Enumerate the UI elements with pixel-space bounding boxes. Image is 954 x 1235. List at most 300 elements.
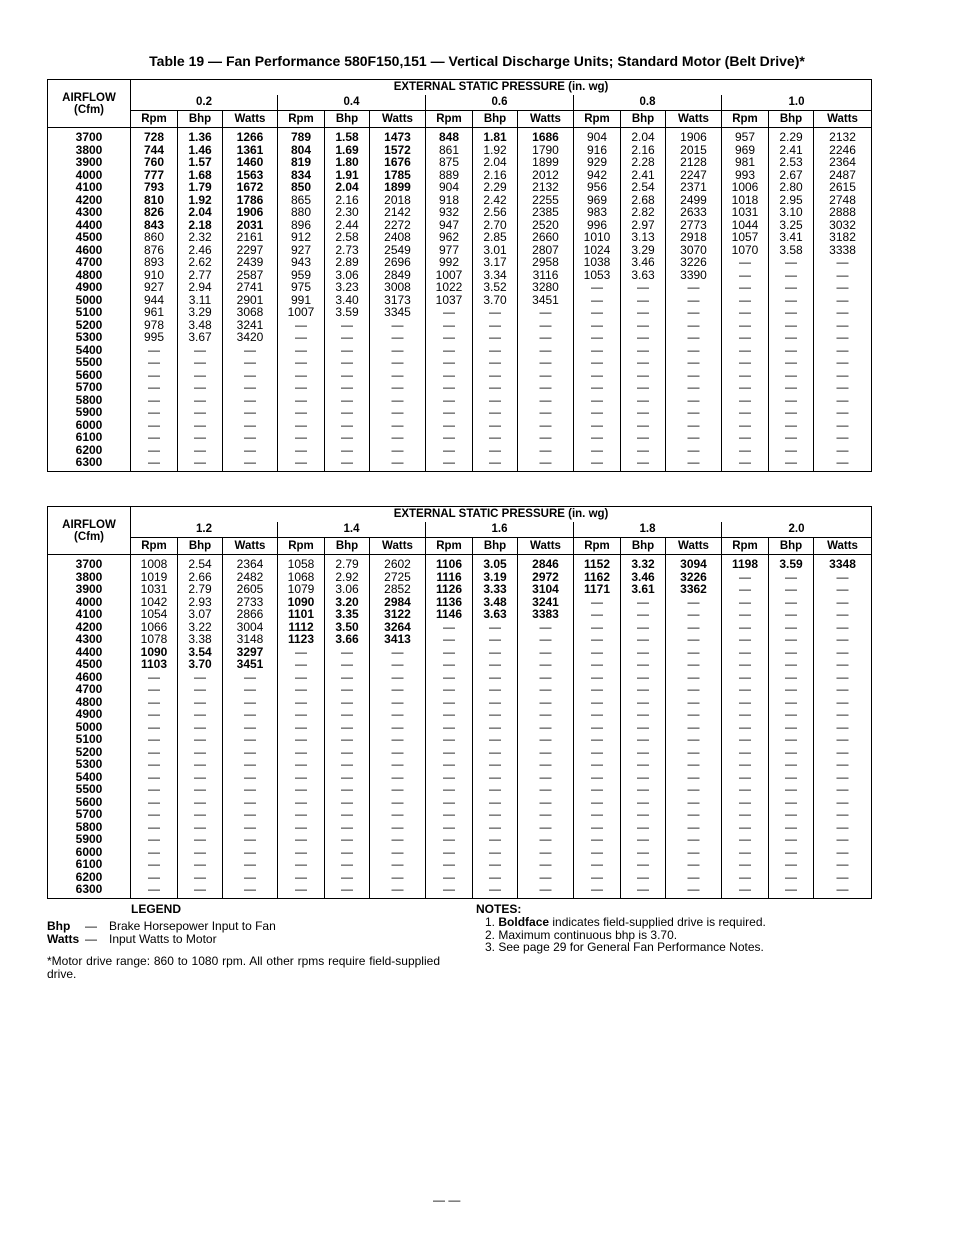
header-row-pressure bbox=[48, 95, 872, 111]
data-cell: 1198 bbox=[722, 555, 769, 571]
data-cell: 1010 bbox=[574, 231, 621, 244]
data-cell: 3.06 bbox=[325, 583, 370, 596]
data-cell: — bbox=[518, 808, 574, 821]
legend-desc: Brake Horsepower Input to Fan bbox=[109, 919, 276, 933]
data-cell: 2.66 bbox=[178, 571, 223, 584]
data-cell: — bbox=[178, 821, 223, 834]
data-cell: 3004 bbox=[223, 621, 278, 634]
header-row-pressure bbox=[48, 522, 872, 538]
data-cell: 1037 bbox=[426, 294, 473, 307]
data-cell: — bbox=[666, 733, 722, 746]
data-cell: — bbox=[370, 746, 426, 759]
column-header-watts: Watts bbox=[223, 111, 278, 128]
data-cell: — bbox=[666, 381, 722, 394]
data-cell: — bbox=[769, 646, 814, 659]
data-cell: 1031 bbox=[722, 206, 769, 219]
data-cell: — bbox=[621, 294, 666, 307]
data-cell: 1038 bbox=[574, 256, 621, 269]
note-text: See page 29 for General Fan Performance Notes. bbox=[498, 940, 764, 954]
data-cell: 1.91 bbox=[325, 169, 370, 182]
data-cell: — bbox=[426, 621, 473, 634]
data-cell: — bbox=[325, 708, 370, 721]
data-cell: — bbox=[223, 381, 278, 394]
data-cell: 2.73 bbox=[325, 244, 370, 257]
airflow-cell: 4500 bbox=[48, 658, 131, 671]
data-cell: — bbox=[325, 356, 370, 369]
data-cell: 1906 bbox=[666, 128, 722, 144]
data-cell: 2272 bbox=[370, 219, 426, 232]
data-cell: 3362 bbox=[666, 583, 722, 596]
data-cell: 3.67 bbox=[178, 331, 223, 344]
data-cell: — bbox=[621, 281, 666, 294]
column-header-rpm: Rpm bbox=[278, 538, 325, 555]
data-cell: — bbox=[178, 833, 223, 846]
data-cell: 2142 bbox=[370, 206, 426, 219]
data-cell: — bbox=[518, 456, 574, 471]
data-cell: — bbox=[722, 281, 769, 294]
data-cell: 957 bbox=[722, 128, 769, 144]
airflow-cell: 4800 bbox=[48, 269, 131, 282]
data-cell: — bbox=[836, 356, 849, 369]
data-cell: 865 bbox=[278, 194, 325, 207]
data-cell: — bbox=[131, 683, 178, 696]
table-row bbox=[48, 871, 872, 884]
column-header-rpm: Rpm bbox=[574, 538, 621, 555]
data-cell: 3280 bbox=[518, 281, 574, 294]
data-cell: — bbox=[666, 721, 722, 734]
data-cell: — bbox=[769, 256, 814, 269]
data-cell: — bbox=[722, 821, 769, 834]
data-cell: — bbox=[426, 883, 473, 898]
data-cell: — bbox=[278, 431, 325, 444]
data-cell: 875 bbox=[426, 156, 473, 169]
data-cell: 3.41 bbox=[769, 231, 814, 244]
data-cell: — bbox=[473, 419, 518, 432]
data-cell: 3.20 bbox=[325, 596, 370, 609]
data-cell: — bbox=[574, 858, 621, 871]
data-cell: 2888 bbox=[829, 206, 856, 219]
data-cell: — bbox=[278, 796, 325, 809]
data-cell: — bbox=[278, 331, 325, 344]
data-cell: — bbox=[722, 683, 769, 696]
data-cell: — bbox=[769, 846, 814, 859]
data-cell: 1361 bbox=[223, 144, 278, 157]
data-cell: — bbox=[426, 821, 473, 834]
data-cell: 2.30 bbox=[325, 206, 370, 219]
pressure-2-0: 2.0 bbox=[722, 522, 872, 538]
column-header-rpm: Rpm bbox=[722, 111, 769, 128]
data-cell: — bbox=[722, 456, 769, 471]
data-cell: 1101 bbox=[278, 608, 325, 621]
data-cell: 3.32 bbox=[621, 555, 666, 571]
header-row-columns bbox=[48, 538, 872, 555]
table-row bbox=[48, 406, 872, 419]
data-cell: — bbox=[131, 771, 178, 784]
data-cell: 3.46 bbox=[621, 256, 666, 269]
data-cell: — bbox=[666, 783, 722, 796]
data-cell: — bbox=[223, 406, 278, 419]
column-header-bhp: Bhp bbox=[325, 111, 370, 128]
airflow-cell: 4400 bbox=[48, 646, 131, 659]
data-cell: — bbox=[426, 733, 473, 746]
header-row-esp bbox=[48, 507, 872, 523]
column-header-rpm: Rpm bbox=[131, 538, 178, 555]
data-cell: 1078 bbox=[131, 633, 178, 646]
data-cell: — bbox=[473, 646, 518, 659]
data-cell: — bbox=[473, 306, 518, 319]
data-cell: 3.22 bbox=[178, 621, 223, 634]
data-cell: — bbox=[836, 758, 849, 771]
table-row bbox=[48, 555, 872, 571]
data-cell: 3.59 bbox=[769, 555, 814, 571]
data-cell: 1460 bbox=[223, 156, 278, 169]
data-cell: 3.48 bbox=[473, 596, 518, 609]
data-cell: — bbox=[574, 419, 621, 432]
data-cell: — bbox=[621, 783, 666, 796]
data-cell: 975 bbox=[278, 281, 325, 294]
column-header-bhp: Bhp bbox=[621, 538, 666, 555]
data-cell: 962 bbox=[426, 231, 473, 244]
data-cell: — bbox=[574, 344, 621, 357]
data-cell: 3.17 bbox=[473, 256, 518, 269]
data-cell: 1790 bbox=[518, 144, 574, 157]
data-cell: — bbox=[473, 683, 518, 696]
data-cell: — bbox=[325, 821, 370, 834]
data-cell: 850 bbox=[278, 181, 325, 194]
data-cell: — bbox=[370, 846, 426, 859]
data-cell: 3.34 bbox=[473, 269, 518, 282]
data-cell: — bbox=[426, 683, 473, 696]
data-cell: — bbox=[518, 331, 574, 344]
data-cell: 1018 bbox=[722, 194, 769, 207]
data-cell: — bbox=[621, 833, 666, 846]
data-cell: 804 bbox=[278, 144, 325, 157]
data-cell: — bbox=[769, 444, 814, 457]
data-cell: 1152 bbox=[574, 555, 621, 571]
airflow-cell: 3900 bbox=[48, 583, 131, 596]
data-cell: 1899 bbox=[370, 181, 426, 194]
data-cell: — bbox=[574, 456, 621, 471]
data-cell: — bbox=[178, 406, 223, 419]
data-cell: — bbox=[769, 381, 814, 394]
data-cell: 793 bbox=[131, 181, 178, 194]
data-cell: — bbox=[518, 633, 574, 646]
note-bold-text: Boldface bbox=[498, 915, 550, 929]
data-cell: 1090 bbox=[278, 596, 325, 609]
airflow-cell: 4600 bbox=[48, 671, 131, 684]
data-cell: 1019 bbox=[131, 571, 178, 584]
data-cell: 777 bbox=[131, 169, 178, 182]
data-cell: 991 bbox=[278, 294, 325, 307]
data-cell: — bbox=[518, 796, 574, 809]
data-cell: — bbox=[473, 319, 518, 332]
data-cell: — bbox=[278, 708, 325, 721]
data-cell: — bbox=[621, 658, 666, 671]
data-cell: — bbox=[666, 431, 722, 444]
data-cell: 1066 bbox=[131, 621, 178, 634]
data-cell: — bbox=[370, 771, 426, 784]
data-cell: 3390 bbox=[666, 269, 722, 282]
data-cell: 1068 bbox=[278, 571, 325, 584]
data-cell: 1057 bbox=[722, 231, 769, 244]
data-cell: — bbox=[370, 394, 426, 407]
data-cell: — bbox=[426, 369, 473, 382]
data-cell: — bbox=[769, 306, 814, 319]
data-cell: — bbox=[518, 381, 574, 394]
data-cell: — bbox=[223, 696, 278, 709]
data-cell: 3.33 bbox=[473, 583, 518, 596]
data-cell: — bbox=[325, 369, 370, 382]
data-cell: — bbox=[223, 721, 278, 734]
data-cell: — bbox=[223, 871, 278, 884]
pressure-0-4: 0.4 bbox=[278, 95, 426, 111]
data-cell: 1686 bbox=[518, 128, 574, 144]
data-cell: 2.62 bbox=[178, 256, 223, 269]
data-cell: — bbox=[666, 596, 722, 609]
data-cell: — bbox=[426, 783, 473, 796]
data-cell: — bbox=[178, 431, 223, 444]
airflow-cell: 5900 bbox=[48, 833, 131, 846]
airflow-cell: 5600 bbox=[48, 796, 131, 809]
data-cell: — bbox=[325, 431, 370, 444]
data-cell: — bbox=[518, 419, 574, 432]
data-cell: 3094 bbox=[666, 555, 722, 571]
data-cell: 2.58 bbox=[325, 231, 370, 244]
data-cell: 843 bbox=[131, 219, 178, 232]
data-cell: — bbox=[426, 796, 473, 809]
data-cell: — bbox=[836, 268, 849, 281]
data-cell: — bbox=[621, 746, 666, 759]
data-cell: — bbox=[836, 293, 849, 306]
data-cell: — bbox=[473, 833, 518, 846]
data-cell: — bbox=[722, 294, 769, 307]
data-cell: 2984 bbox=[370, 596, 426, 609]
data-cell: 880 bbox=[278, 206, 325, 219]
table-row bbox=[48, 169, 872, 182]
data-cell: — bbox=[722, 783, 769, 796]
data-cell: — bbox=[426, 708, 473, 721]
legend-dash: — bbox=[85, 932, 97, 946]
data-cell: 1031 bbox=[131, 583, 178, 596]
data-cell: — bbox=[325, 846, 370, 859]
airflow-cell: 5800 bbox=[48, 821, 131, 834]
data-cell: — bbox=[574, 646, 621, 659]
note-number: 2. bbox=[485, 927, 496, 942]
data-cell: — bbox=[325, 456, 370, 471]
data-cell: 834 bbox=[278, 169, 325, 182]
data-cell: — bbox=[278, 344, 325, 357]
data-cell: 2.93 bbox=[178, 596, 223, 609]
data-cell: — bbox=[325, 344, 370, 357]
data-cell: — bbox=[178, 683, 223, 696]
airflow-cell: 6200 bbox=[48, 444, 131, 457]
airflow-cell: 3800 bbox=[48, 144, 131, 157]
data-cell: — bbox=[621, 608, 666, 621]
data-cell: 912 bbox=[278, 231, 325, 244]
data-cell: 2.79 bbox=[178, 583, 223, 596]
column-header-watts: Watts bbox=[666, 538, 722, 555]
data-cell: 977 bbox=[426, 244, 473, 257]
data-cell: 2660 bbox=[518, 231, 574, 244]
table-row bbox=[48, 219, 872, 232]
data-cell: — bbox=[769, 281, 814, 294]
data-cell: — bbox=[666, 608, 722, 621]
data-cell: 1.68 bbox=[178, 169, 223, 182]
data-cell: — bbox=[278, 858, 325, 871]
data-cell: — bbox=[621, 671, 666, 684]
data-cell: — bbox=[426, 746, 473, 759]
table-row bbox=[48, 194, 872, 207]
data-cell: 3.66 bbox=[325, 633, 370, 646]
airflow-cell: 4900 bbox=[48, 281, 131, 294]
data-cell: 2.67 bbox=[769, 169, 814, 182]
airflow-cell: 5900 bbox=[48, 406, 131, 419]
data-cell: — bbox=[325, 381, 370, 394]
column-header-watts: Watts bbox=[518, 111, 574, 128]
data-cell: — bbox=[574, 696, 621, 709]
data-cell: — bbox=[621, 846, 666, 859]
data-cell: 3413 bbox=[370, 633, 426, 646]
data-cell: — bbox=[278, 846, 325, 859]
data-cell: 1786 bbox=[223, 194, 278, 207]
data-cell: 2015 bbox=[666, 144, 722, 157]
data-cell: — bbox=[518, 733, 574, 746]
data-cell: — bbox=[666, 419, 722, 432]
data-cell: — bbox=[426, 846, 473, 859]
data-cell: — bbox=[769, 808, 814, 821]
data-cell: — bbox=[621, 733, 666, 746]
data-cell: 3070 bbox=[666, 244, 722, 257]
data-cell: — bbox=[666, 294, 722, 307]
data-cell: — bbox=[836, 733, 849, 746]
data-cell: — bbox=[426, 633, 473, 646]
data-cell: — bbox=[325, 658, 370, 671]
data-cell: — bbox=[836, 833, 849, 846]
data-cell: — bbox=[473, 381, 518, 394]
data-cell: 3.59 bbox=[325, 306, 370, 319]
data-cell: — bbox=[621, 306, 666, 319]
pressure-1-4: 1.4 bbox=[278, 522, 426, 538]
data-cell: 2901 bbox=[223, 294, 278, 307]
data-cell: — bbox=[370, 721, 426, 734]
data-cell: — bbox=[178, 394, 223, 407]
data-cell: 1006 bbox=[722, 181, 769, 194]
data-cell: 3297 bbox=[223, 646, 278, 659]
table-row bbox=[48, 833, 872, 846]
data-cell: 2.29 bbox=[769, 128, 814, 144]
data-cell: 1044 bbox=[722, 219, 769, 232]
data-cell: — bbox=[574, 658, 621, 671]
data-cell: 3068 bbox=[223, 306, 278, 319]
column-header-watts: Watts bbox=[370, 538, 426, 555]
data-cell: 2132 bbox=[518, 181, 574, 194]
data-cell: 2371 bbox=[666, 181, 722, 194]
data-cell: — bbox=[722, 431, 769, 444]
data-cell: 2.16 bbox=[621, 144, 666, 157]
data-cell: — bbox=[131, 758, 178, 771]
data-cell: — bbox=[426, 671, 473, 684]
data-cell: — bbox=[278, 746, 325, 759]
data-cell: — bbox=[370, 758, 426, 771]
data-cell: 2733 bbox=[223, 596, 278, 609]
data-cell: 1007 bbox=[278, 306, 325, 319]
data-cell: — bbox=[621, 858, 666, 871]
data-cell: — bbox=[426, 319, 473, 332]
data-cell: — bbox=[769, 671, 814, 684]
pressure-0-8: 0.8 bbox=[574, 95, 722, 111]
data-cell: 2.89 bbox=[325, 256, 370, 269]
data-cell: — bbox=[722, 883, 769, 898]
table-row bbox=[48, 419, 872, 432]
data-cell: — bbox=[178, 671, 223, 684]
data-cell: — bbox=[621, 708, 666, 721]
data-cell: — bbox=[769, 571, 814, 584]
airflow-header bbox=[48, 80, 131, 128]
data-cell: — bbox=[473, 331, 518, 344]
data-cell: — bbox=[131, 696, 178, 709]
data-cell: — bbox=[518, 621, 574, 634]
airflow-cell: 3700 bbox=[48, 128, 131, 144]
data-cell: 2031 bbox=[223, 219, 278, 232]
data-cell: — bbox=[325, 721, 370, 734]
pressure-1-6: 1.6 bbox=[426, 522, 574, 538]
column-header-watts: Watts bbox=[223, 538, 278, 555]
data-cell: — bbox=[666, 306, 722, 319]
data-cell: 2.68 bbox=[621, 194, 666, 207]
data-cell: — bbox=[621, 721, 666, 734]
data-cell: — bbox=[370, 796, 426, 809]
data-cell: — bbox=[621, 456, 666, 471]
column-header-bhp: Bhp bbox=[769, 111, 814, 128]
data-cell: 3116 bbox=[518, 269, 574, 282]
data-cell: — bbox=[426, 696, 473, 709]
notes bbox=[476, 902, 876, 954]
data-cell: — bbox=[621, 444, 666, 457]
table-row bbox=[48, 206, 872, 219]
data-cell: — bbox=[574, 796, 621, 809]
data-cell: — bbox=[473, 621, 518, 634]
data-cell: 3451 bbox=[223, 658, 278, 671]
data-cell: — bbox=[223, 808, 278, 821]
table-row bbox=[48, 846, 872, 859]
data-cell: — bbox=[223, 431, 278, 444]
data-cell: 2849 bbox=[370, 269, 426, 282]
airflow-cell: 5500 bbox=[48, 783, 131, 796]
data-cell: — bbox=[278, 871, 325, 884]
airflow-cell: 4900 bbox=[48, 708, 131, 721]
data-cell: — bbox=[278, 356, 325, 369]
data-cell: — bbox=[370, 833, 426, 846]
table-row bbox=[48, 344, 872, 357]
data-cell: 1.58 bbox=[325, 128, 370, 144]
pressure-0-6: 0.6 bbox=[426, 95, 574, 111]
data-cell: — bbox=[178, 708, 223, 721]
data-cell: — bbox=[426, 646, 473, 659]
data-cell: — bbox=[131, 456, 178, 471]
table-row bbox=[48, 369, 872, 382]
data-cell: — bbox=[473, 746, 518, 759]
data-cell: — bbox=[769, 331, 814, 344]
data-cell: — bbox=[621, 319, 666, 332]
data-cell: — bbox=[666, 746, 722, 759]
data-cell: — bbox=[178, 356, 223, 369]
data-cell: — bbox=[621, 646, 666, 659]
data-cell: 932 bbox=[426, 206, 473, 219]
airflow-cell: 5100 bbox=[48, 733, 131, 746]
data-cell: — bbox=[666, 821, 722, 834]
data-cell: — bbox=[621, 369, 666, 382]
data-cell: — bbox=[325, 858, 370, 871]
